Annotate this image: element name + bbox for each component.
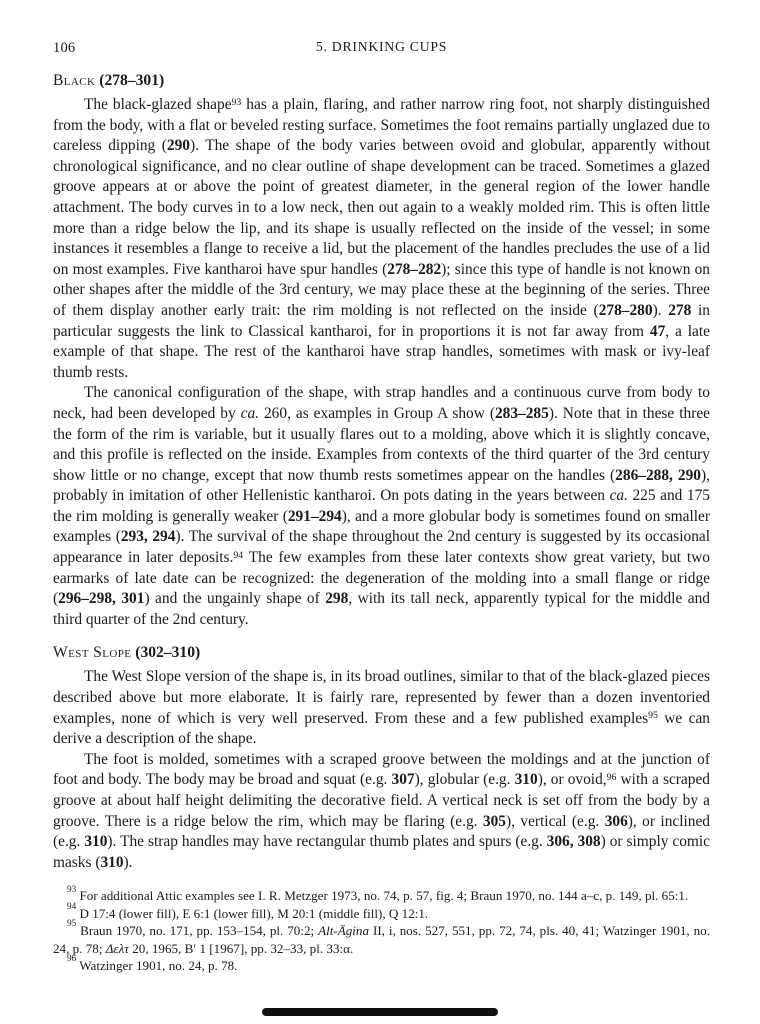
page-header [53,39,710,58]
paragraph: The canonical configuration of the shape, with strap handles and a continuous curve from body to neck, had been developed by ca. 260, as examples in Group A show (283–285). Note that in these three the form of the rim is variable, but it usually flares out to a molding, above which it is slightly concave, and this profile is reflected on the inside. Examples from contexts of the third quarter of the 3rd century show little or no change, except that now thumb rests sometimes appear on the handles (286–288, 290), probably in imitation of other Hellenistic kantharoi. On pots dating in the years between ca. 225 and 175 the rim molding is generally weaker (291–294), and a more globular body is sometimes found on smaller examples (293, 294). The survival of the shape throughout the 2nd century is suggested by its occasional appearance in later deposits.$^{94}$ The few examples from these later contexts show great variety, but two earmarks of late date can be recognized: the degeneration of the molding into a small flange or ridge (296–298, 301) and the ungainly shape of 298, with its tall neck, apparently typical for the middle and third quarter of the 2nd century. [53,384,710,628]
paragraph: The black-glazed shape$^{93}$ has a plain, flaring, and rather narrow ring foot, not sharply distinguished from the body, with a flat or beveled resting surface. Sometimes the foot remains partially unglazed due to careless dipping (290). The shape of the body varies between ovoid and globular, apparently without chronological significance, and no clear outline of shape development can be traced. Sometimes a glazed groove appears at or above the point of greatest diameter, in the general region of the lower handle attachment. The body curves in to a low neck, then out again to a weakly molded rim. This is often little more than a ridge below the lip, and its shape is usually reflected on the inside of the vessel; in some instances it resembles a flange to receive a lid, but the placement of the handles precludes the use of a lid on most examples. Five kantharoi have spur handles (278–282); since this type of handle is not known on other shapes after the middle of the 3rd century, we may place these at the beginning of the series. Three of them display another early trait: the rim molding is not reflected on the inside (278–280). 278 in particular suggests the link to Classical kantharoi, for in proportions it is not far away from 47, a late example of that shape. The rest of the kantharoi have strap handles, sometimes with mask or ivy-leaf thumb rests. [53,96,710,381]
section-heading-black [53,72,710,90]
section-black [53,72,710,630]
catalog-number: 306 [604,812,628,830]
footnotes [53,883,710,974]
section-heading-term: Black [53,72,96,89]
italic-text: ca. [240,404,260,422]
section-heading-term: West Slope [53,644,132,662]
paragraph: The foot is molded, sometimes with a scraped groove between the moldings and at the junction of foot and body. The body may be broad and squat (e.g. 307), globular (e.g. 310), or ovoid,$^{96}$ with a scraped groove at about half height delimiting the decorative field. A vertical neck is set off from the body by a groove. There is a ridge below the rim, which may be flaring (e.g. 305), vertical (e.g. 306), or inclined (e.g. 310). The strap handles may have rectangular thumb plates and spurs (e.g. 306, 308) or simply comic masks (310). [53,750,710,871]
catalog-number: 47 [649,322,666,340]
catalog-number: 278 [668,301,692,319]
catalog-number: 298 [325,590,349,608]
page-number: 106 [53,40,76,56]
catalog-number: 293, 294 [120,528,176,546]
catalog-number: 290 [166,137,190,155]
italic-text: Alt-Ägina [318,923,370,939]
italic-text: Δελτ [105,940,129,956]
catalog-number: 296–298, 301 [58,590,145,608]
catalog-number: 310 [100,853,124,871]
footnote-number: 95 [67,918,77,929]
section-west-slope [53,644,710,873]
catalog-number: 278–282 [387,260,442,278]
section-heading-west-slope [53,644,710,662]
section-heading-range: (302–310) [131,644,201,662]
catalog-number: 283–285 [494,404,549,422]
footnote-ref: 93 [231,96,242,108]
footnote [53,883,710,904]
italic-text: ca. [609,487,628,505]
catalog-number: 310 [84,833,108,851]
paragraph: The West Slope version of the shape is, in its broad outlines, similar to that of the black-glazed pieces described above but more elaborate. It is fairly rare, represented by fewer than a dozen inventoried examples, none of which is very well preserved. From these and a few published examples$^{95}$ we can derive a description of the shape. [53,668,711,748]
footnote-number: 96 [67,953,77,964]
footnote-ref: 94 [233,549,244,561]
footnote-number: 93 [67,883,77,894]
catalog-number: 286–288, 290 [615,466,701,484]
footnote-text: For additional Attic examples see I. R. Metzger 1973, no. 74, p. 57, fig. 4; Braun 1970, no. 144 a–c, p. 149, pl. 65:1. [76,888,689,904]
section-heading-range: (278–301) [95,72,165,89]
catalog-number: 305 [482,812,506,830]
home-indicator[interactable] [262,1008,498,1016]
catalog-number: 307 [391,771,415,789]
catalog-number: 278–280 [598,301,653,319]
running-head: 5. DRINKING CUPS [315,39,448,54]
footnote-ref: 96 [606,771,617,783]
footnote-number: 94 [67,900,77,911]
footnote-text: Braun 1970, no. 171, pp. 153–154, pl. 70:2; Alt-Ägina II, i, nos. 527, 551, pp. 72, 74, pls. 40, 41; Watzinger 1901, no. 24, p. 78; Δελτ 20, 1965, Β′ 1 [1967], pp. 32–33, pl. 33:α. [53,923,710,956]
footnote-text: D 17:4 (lower fill), E 6:1 (lower fill), M 20:1 (middle fill), Q 12:1. [76,905,429,921]
footnote-text: Watzinger 1901, no. 24, p. 78. [76,958,238,973]
catalog-number: 291–294 [287,507,342,525]
footnote [53,900,710,922]
catalog-number: 306, 308 [546,833,601,851]
footnote-ref: 95 [648,710,658,722]
catalog-number: 310 [514,771,538,789]
footnote [53,918,710,957]
footnote [53,953,710,974]
